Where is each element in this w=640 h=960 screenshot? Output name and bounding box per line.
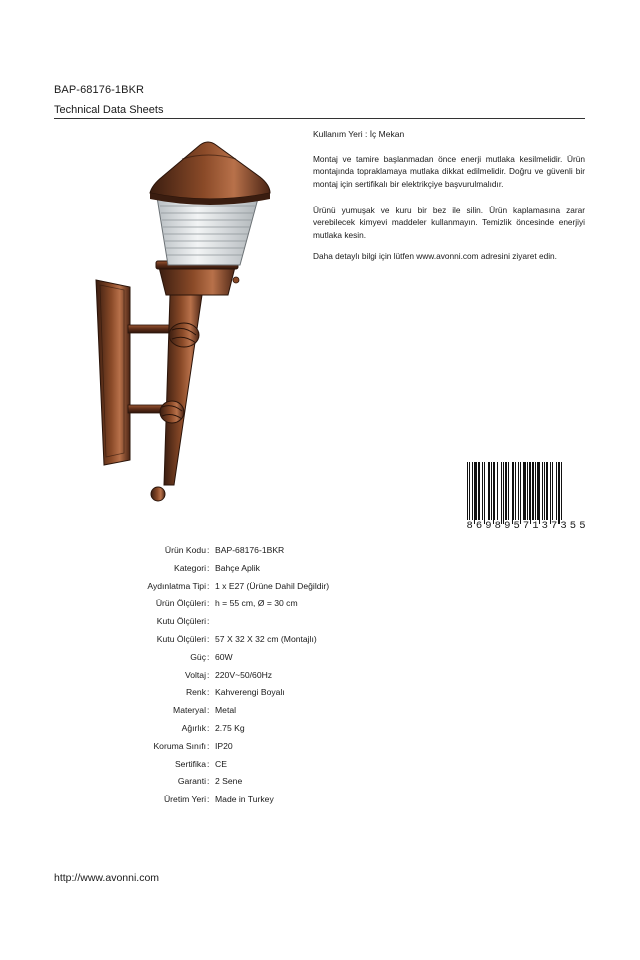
spec-label: Voltaj xyxy=(184,669,206,680)
barcode-digit: 3 xyxy=(560,520,567,532)
barcode-bar xyxy=(482,462,483,524)
spec-colon: : xyxy=(207,562,210,573)
spec-label: Ürün Kodu xyxy=(164,545,206,555)
barcode-bar xyxy=(488,462,490,524)
spec-label: Ağırlık xyxy=(181,722,206,733)
spec-colon: : xyxy=(207,669,210,680)
spec-colon: : xyxy=(207,705,210,716)
spec-row xyxy=(0,685,640,703)
spec-label: Kutu Ölçüleri xyxy=(156,616,206,627)
spec-colon: : xyxy=(207,598,210,609)
barcode-bar xyxy=(474,462,477,524)
spec-label: Koruma Sınıfı xyxy=(153,740,206,751)
spec-value: 2 Sene xyxy=(215,776,243,787)
barcode-digits xyxy=(466,520,586,532)
spec-label: Güç xyxy=(190,651,206,662)
spec-row xyxy=(0,721,640,739)
barcode-bar xyxy=(535,462,536,524)
spec-row xyxy=(0,757,640,775)
spec-label: Ürün Ölçüleri xyxy=(155,598,206,609)
cleaning-instructions-paragraph: Ürünü yumuşak ve kuru bir bez ile silin. Ürün kaplamasına zarar verebilecek kimyevi maddeler kullanmayın. Temizlik öncesinde enerjiyi mutlaka kesin. xyxy=(313,205,585,240)
spec-label: Kategori xyxy=(173,562,206,573)
spec-value: BAP-68176-1BKR xyxy=(215,545,285,555)
barcode-digit: 5 xyxy=(569,520,577,532)
spec-row xyxy=(0,792,640,810)
spec-row xyxy=(0,614,640,632)
spec-label: Sertifika xyxy=(174,758,206,769)
barcode-bar xyxy=(478,462,480,524)
barcode-digit: 9 xyxy=(504,520,511,532)
spec-colon: : xyxy=(207,794,210,805)
spec-value: Bahçe Aplik xyxy=(215,562,260,573)
barcode-digit: 3 xyxy=(541,520,548,532)
spec-table xyxy=(0,543,640,810)
barcode-bar xyxy=(484,462,485,524)
barcode-bar xyxy=(491,462,492,524)
spec-value: 1 x E27 (Ürüne Dahil Değildir) xyxy=(215,580,330,591)
barcode-digit: 9 xyxy=(485,520,492,532)
spec-value: 220V~50/60Hz xyxy=(215,669,273,680)
barcode-bar xyxy=(505,462,507,524)
barcode-digit: 6 xyxy=(475,520,483,532)
barcode-bar xyxy=(546,462,548,524)
spec-colon: : xyxy=(207,545,210,555)
spec-row xyxy=(0,579,640,597)
spec-label: Materyal xyxy=(173,705,206,716)
spec-colon: : xyxy=(207,758,210,769)
document-subtitle: Technical Data Sheets xyxy=(54,104,164,116)
barcode-bar xyxy=(558,462,560,524)
spec-value: h = 55 cm, Ø = 30 cm xyxy=(215,598,298,609)
spec-label: Garanti xyxy=(177,776,206,787)
header-divider xyxy=(54,118,585,119)
spec-value: Made in Turkey xyxy=(215,794,274,805)
barcode-digit: 5 xyxy=(513,520,520,532)
barcode-digit: 7 xyxy=(522,520,530,532)
spec-value: CE xyxy=(215,758,227,769)
spec-label: Kutu Ölçüleri xyxy=(156,633,206,644)
spec-colon: : xyxy=(207,740,210,751)
spec-colon: : xyxy=(207,651,210,662)
spec-colon: : xyxy=(207,580,210,591)
barcode-digit: 7 xyxy=(551,520,558,532)
barcode-bar xyxy=(469,462,470,524)
spec-row xyxy=(0,774,640,792)
spec-value: 57 X 32 X 32 cm (Montajlı) xyxy=(215,633,317,644)
barcode-bar xyxy=(515,462,516,524)
spec-colon: : xyxy=(207,776,210,787)
spec-row xyxy=(0,739,640,757)
barcode-digit: 5 xyxy=(579,520,586,532)
installation-warning-paragraph: Montaj ve tamire başlanmadan önce enerji mutlaka kesilmelidir. Ürün montajında topraklamaya mutlaka dikkat edilmelidir. Doğru ve güvenli bir montaj için sertifikalı bir elektrikçiye başvurulmalıdır. xyxy=(313,154,585,189)
barcode-bar xyxy=(552,462,553,524)
spec-row xyxy=(0,668,640,686)
usage-location: Kullanım Yeri : İç Mekan xyxy=(313,129,405,139)
barcode-bar xyxy=(518,462,519,524)
barcode-bar xyxy=(550,462,551,524)
barcode-bar xyxy=(493,462,495,524)
spec-row xyxy=(0,650,640,668)
barcode-digit: 1 xyxy=(532,520,539,532)
barcode-digit: 8 xyxy=(466,520,473,532)
spec-colon: : xyxy=(207,633,210,644)
spec-row xyxy=(0,543,640,561)
barcode-digit: 8 xyxy=(494,520,501,532)
spec-label: Renk xyxy=(185,687,206,698)
spec-value: Kahverengi Boyalı xyxy=(215,687,285,698)
spec-label: Aydınlatma Tipi xyxy=(147,580,206,591)
barcode-bar xyxy=(529,462,531,524)
barcode-bar xyxy=(467,462,468,524)
more-info-paragraph: Daha detaylı bilgi için lütfen www.avonni.com adresini ziyaret edin. xyxy=(313,251,557,261)
barcode-bar xyxy=(542,462,543,524)
footer-website-link[interactable]: http://www.avonni.com xyxy=(54,872,160,884)
barcode-bar xyxy=(501,462,502,524)
product-code-heading: BAP-68176-1BKR xyxy=(54,84,145,96)
barcode-bar xyxy=(537,462,540,524)
spec-colon: : xyxy=(207,722,210,733)
spec-row xyxy=(0,632,640,650)
spec-value: IP20 xyxy=(215,740,233,751)
spec-value: Metal xyxy=(215,705,237,716)
barcode-bar xyxy=(472,462,473,524)
barcode-bar xyxy=(532,462,534,524)
spec-row xyxy=(0,703,640,721)
barcode-bar xyxy=(503,462,504,524)
barcode-bar xyxy=(520,462,521,524)
barcode-bar xyxy=(512,462,514,524)
spec-value: 60W xyxy=(215,651,233,662)
barcode-bar xyxy=(523,462,526,524)
spec-row xyxy=(0,561,640,579)
wall-torch-lamp-image xyxy=(90,135,280,510)
spec-colon: : xyxy=(207,687,210,698)
spec-label: Üretim Yeri xyxy=(163,794,206,805)
spec-row xyxy=(0,596,640,614)
barcode-bar xyxy=(561,462,562,524)
spec-value: 2.75 Kg xyxy=(215,722,245,733)
barcode-bar xyxy=(508,462,509,524)
barcode-bar xyxy=(544,462,545,524)
barcode-bar xyxy=(497,462,498,524)
spec-colon: : xyxy=(207,616,210,627)
barcode-bar xyxy=(527,462,528,524)
barcode-bar xyxy=(556,462,557,524)
